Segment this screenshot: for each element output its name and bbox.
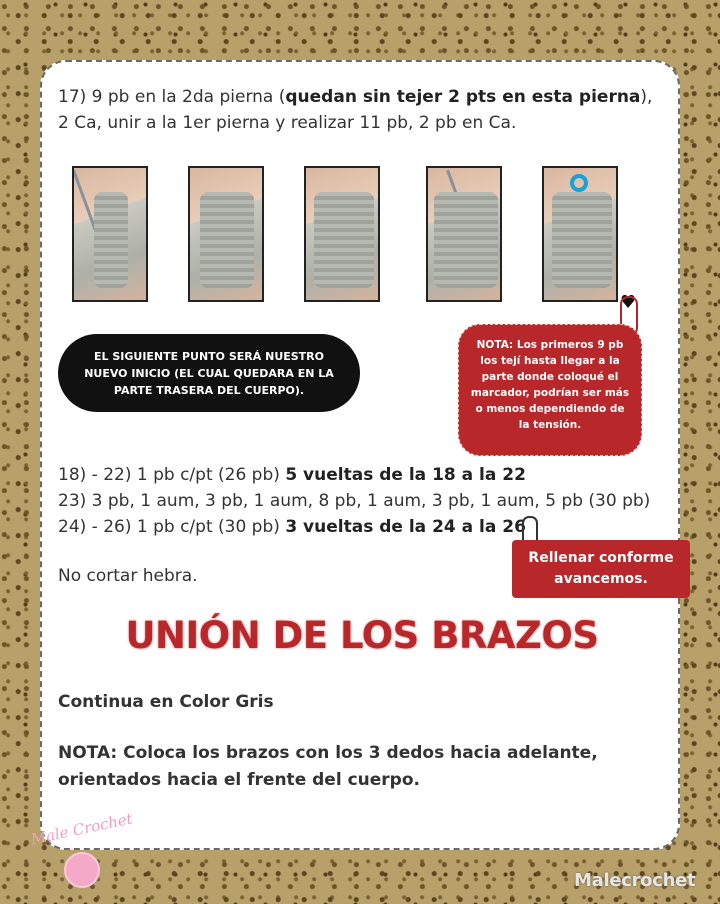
- step-row: 18) - 22) 1 pb c/pt (26 pb) 5 vueltas de la 18 a la 22: [58, 465, 526, 485]
- color-instruction: Continua en Color Gris: [58, 692, 274, 712]
- step-row: 24) - 26) 1 pb c/pt (30 pb) 3 vueltas de la 24 a la 26: [58, 517, 526, 537]
- step-photo-4: [426, 166, 502, 302]
- step-17-part1: 17) 9 pb en la 2da pierna (: [58, 87, 286, 107]
- step-17-bold: quedan sin tejer 2 pts en esta pierna: [285, 87, 641, 107]
- step-photo-2: [188, 166, 264, 302]
- final-note: NOTA: Coloca los brazos con los 3 dedos hacia adelante, orientados hacia el frente del cuerpo.: [58, 743, 598, 790]
- start-point-note: EL SIGUIENTE PUNTO SERÁ NUESTRO NUEVO INICIO (EL CUAL QUEDARA EN LA PARTE TRASERA DEL CUERPO).: [58, 334, 360, 412]
- step-row: 23) 3 pb, 1 aum, 3 pb, 1 aum, 8 pb, 1 aum, 3 pb, 1 aum, 5 pb (30 pb): [58, 491, 651, 511]
- pattern-card: [40, 60, 680, 850]
- stitch-marker-icon: [570, 174, 588, 192]
- steps-list: [58, 462, 668, 540]
- no-cut-text: No cortar hebra.: [58, 566, 198, 586]
- step-photo-1: [72, 166, 148, 302]
- step-photo-3: [304, 166, 380, 302]
- watermark: Malecrochet: [574, 870, 696, 891]
- yarn-ball-icon: [64, 852, 100, 888]
- step-17-text: [58, 84, 668, 136]
- step-17-part2: ), 2 Ca, unir a la 1er pierna y realizar 11 pb, 2 pb en Ca.: [58, 87, 653, 133]
- step-photos: [72, 166, 632, 306]
- stuffing-note: Rellenar conforme avancemos.: [512, 540, 690, 598]
- brand-logo: Male Crochet: [29, 809, 135, 849]
- stitch-count-note: NOTA: Los primeros 9 pb los tejí hasta llegar a la parte donde coloqué el marcador, podrían ser más o menos dependiendo de la tensión.: [458, 324, 642, 456]
- section-title: UNIÓN DE LOS BRAZOS: [125, 614, 599, 657]
- heart-icon: ♥: [620, 292, 637, 313]
- step-photo-5: [542, 166, 618, 302]
